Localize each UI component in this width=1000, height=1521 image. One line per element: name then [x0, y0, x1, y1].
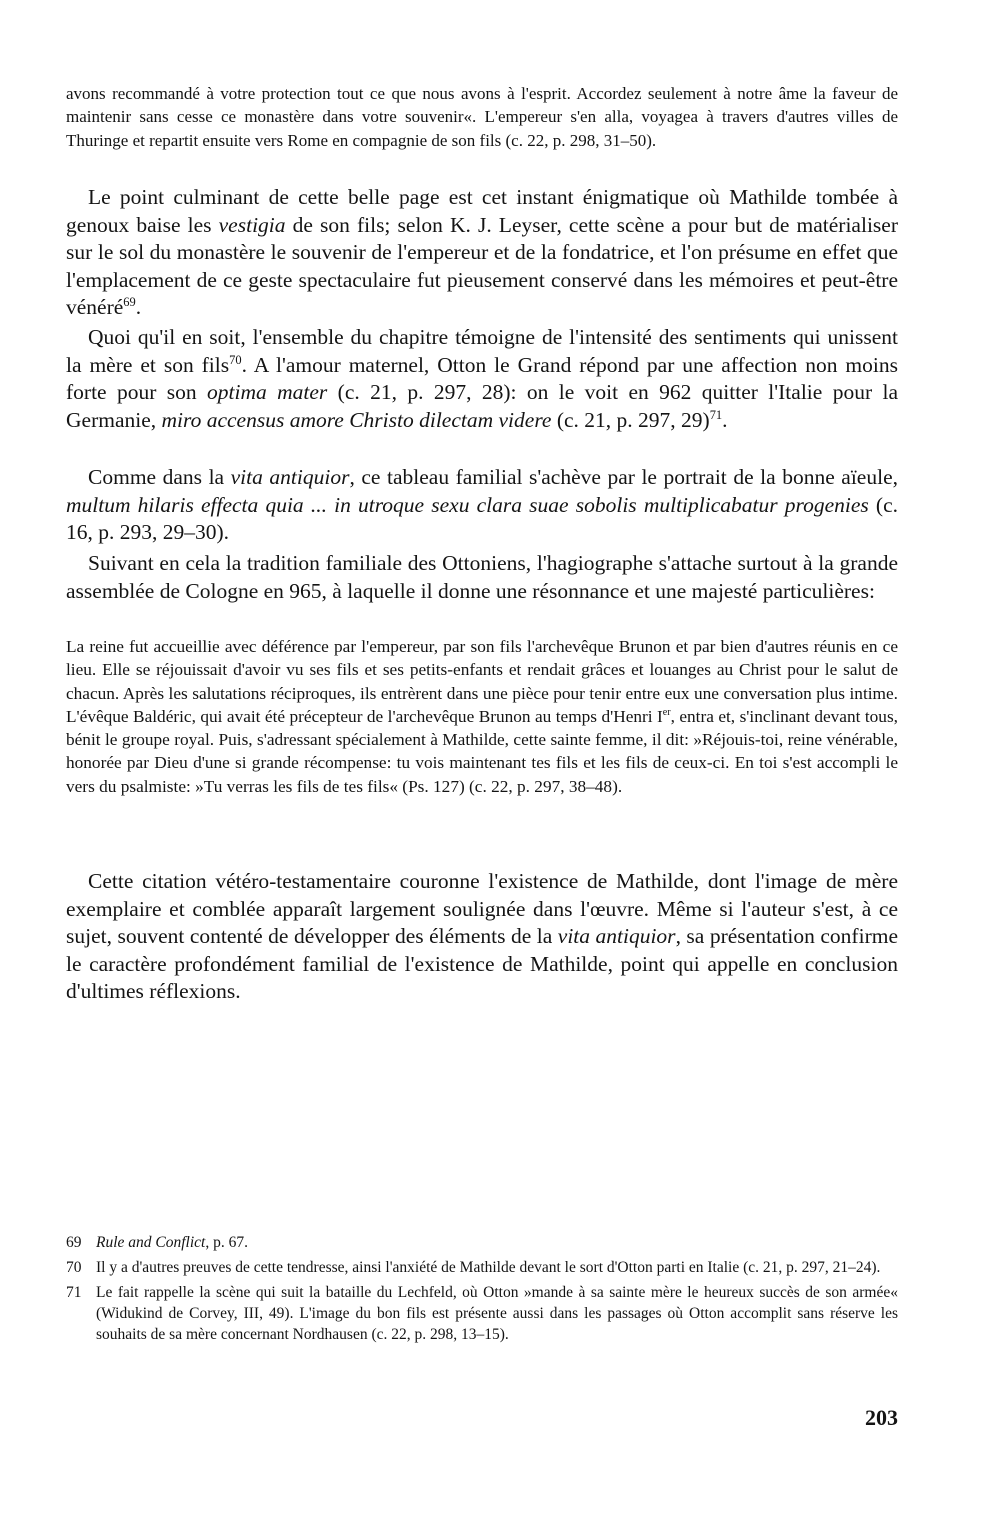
- footnote-70: [66, 1257, 898, 1278]
- opening-text: avons recommandé à votre protection tout ce que nous avons à l'esprit. Accordez seulement à notre âme la faveur de maintenir sans cesse ce monastère dans votre souvenir«. L'empereur s'en alla, voyagea à travers d'autres villes de Thuringe et repartit ensuite vers Rome en compagnie de son fils (c. 22, p. 298, 31–50).: [66, 84, 898, 150]
- quote-text-a: La reine fut accueillie avec déférence par l'empereur, par son fils l'archevêque Brunon et par bien d'autres réunis en ce lieu. Elle se réjouissait d'avoir vu ses fils et ses petits-enfants et rendait grâces et louanges au Christ pour le salut de chacun. Après les salutations réciproques, ils entrèrent dans une pièce pour tenir entre eux une conversation plus intime. L'évêque Baldéric, qui avait été précepteur de l'archevêque Brunon au temps d'Henri I: [66, 637, 898, 726]
- p2-italic-2: miro accensus amore Christo dilectam videre: [161, 407, 552, 432]
- footnote-ref-69: 69: [123, 295, 136, 310]
- footnote-text: , p. 67.: [205, 1234, 248, 1251]
- page-number: 203: [865, 1405, 898, 1430]
- p3-text-c: (c. 16, p. 293, 29–30).: [66, 492, 899, 545]
- footnote-71: [66, 1282, 898, 1345]
- footnote-ref-70: 70: [229, 352, 242, 367]
- p2-text-b: . A l'amour maternel, Otton le Grand répond par une affection non moins forte pour son: [66, 352, 898, 405]
- p1-italic: vestigia: [218, 212, 286, 237]
- p5-italic: vita antiquior: [557, 924, 676, 949]
- paragraph-5: [66, 868, 898, 1006]
- footnote-ref-71: 71: [709, 407, 723, 422]
- footnote-text: Il y a d'autres preuves de cette tendresse, ainsi l'anxiété de Mathilde devant le sort d'Otton parti en Italie (c. 21, p. 297, 21–24).: [96, 1259, 881, 1276]
- p2-text-a: Quoi qu'il en soit, l'ensemble du chapitre témoigne de l'intensité des sentiments qui unissent la mère et son fils: [66, 325, 898, 377]
- paragraph-3: [66, 464, 898, 547]
- quote-superscript: er: [662, 707, 671, 719]
- quote-text-b: , entra et, s'inclinant devant tous, bénit le groupe royal. Puis, s'adressant spécialement à Mathilde, cette sainte femme, il dit: »Réjouis-toi, reine vénérable, honorée par Dieu d'une si grande récompense: tu vois maintenant tes fils et les fils de ceux-ci. En toi s'est accompli le vers du psalmiste: »Tu verras les fils de tes fils« (Ps. 127) (c. 22, p. 297, 38–48).: [66, 706, 898, 796]
- p1-text-b: de son fils; selon K. J. Leyser, cette scène a pour but de matérialiser sur le sol du monastère le souvenir de l'empereur et de la fondatrice, et l'on présume en effet que l'emplacement de ce geste spectaculaire fut pieusement conservé dans les mémoires et peut-être vénéré: [66, 212, 898, 320]
- footnote-text: Le fait rappelle la scène qui suit la bataille du Lechfeld, où Otton »mande à sa sainte mère le heureux succès de son armée« (Widukind de Corvey, III, 49). L'image du bon fils est présente aussi dans les passages où Otton accomplit sans réserve les souhaits de sa mère concernant Nordhausen (c. 22, p. 298, 13–15).: [96, 1284, 898, 1343]
- footnote-number: 69: [66, 1234, 82, 1251]
- footnote-italic: Rule and Conflict: [96, 1234, 206, 1251]
- paragraph-4: [66, 550, 898, 605]
- p3-italic-1: vita antiquior: [230, 465, 350, 489]
- footnotes: [66, 1232, 898, 1349]
- p1-end: .: [135, 295, 142, 320]
- p2-italic-1: optima mater: [207, 380, 328, 405]
- p5-text-a: Cette citation vétéro-testamentaire couronne l'existence de Mathilde, dont l'image de mère exemplaire et comblée apparaît largement soulignée dans l'œuvre. Même si l'auteur s'est, à ce sujet, souvent contenté de développer des éléments de la: [66, 869, 898, 949]
- paragraph-1: [66, 184, 898, 322]
- footnote-69: [66, 1232, 898, 1253]
- paragraph-2: [66, 324, 898, 434]
- p1-text-a: Le point culminant de cette belle page est cet instant énigmatique où Mathilde tombée à genoux baise les: [66, 185, 898, 237]
- p4-text: Suivant en cela la tradition familiale des Ottoniens, l'hagiographe s'attache surtout à la grande assemblée de Cologne en 965, à laquelle il donne une résonnance et une majesté particulières:: [66, 551, 898, 603]
- p2-text-c: (c. 21, p. 297, 28): on le voit en 962 quitter l'Italie pour la Germanie,: [66, 380, 898, 432]
- p3-italic-2: multum hilaris effecta quia ... in utroque sexu clara suae sobolis multiplicabatur progenies: [66, 492, 869, 517]
- p3-text-b: , ce tableau familial s'achève par le portrait de la bonne aïeule,: [349, 465, 898, 489]
- block-quote: [66, 635, 898, 798]
- footnote-number: 71: [66, 1284, 82, 1301]
- opening-paragraph: [66, 82, 898, 152]
- p3-text-a: Comme dans la: [88, 465, 231, 489]
- p2-end: .: [722, 407, 728, 432]
- p2-text-d: (c. 21, p. 297, 29): [551, 407, 710, 432]
- p5-text-b: , sa présentation confirme le caractère profondément familial de l'existence de Mathilde, point qui appelle en conclusion d'ultimes réflexions.: [66, 924, 898, 1004]
- footnote-number: 70: [66, 1259, 82, 1276]
